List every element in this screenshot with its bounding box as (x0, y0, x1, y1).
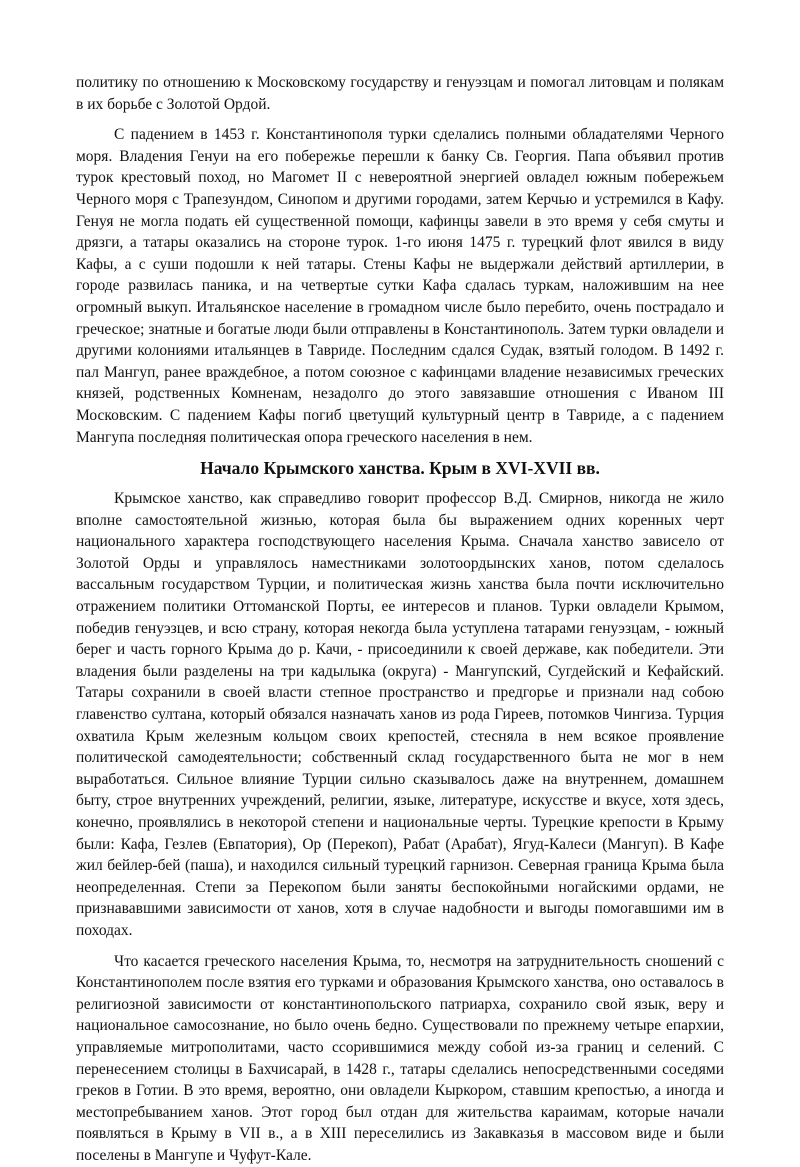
paragraph-crimean-khanate: Крымское ханство, как справедливо говорит профессор В.Д. Смирнов, никогда не жило вполне самостоятельной жизнью, которая была бы выражением одних коренных черт национального характера господствующего населения Крыма. Сначала ханство зависело от Золотой Орды и управлялось наместниками золотоордынских ханов, потом сделалось вассальным государством Турции, и политическая жизнь ханства была почти исключительно отражением политики Оттоманской Порты, ее интересов и планов. Турки овладели Крымом, победив генуэзцев, и всю страну, которая некогда была уступлена татарами генуэзцам, - южный берег и часть горного Крыма до р. Качи, - присоединили к своей державе, как победители. Эти владения были разделены на три кадылыка (округа) - Мангупский, Сугдейский и Кефайский. Татары сохранили в своей власти степное пространство и предгорье и признали над собою главенство султана, который обязался назначать ханов из рода Гиреев, потомков Чингиза. Турция охватила Крым железным кольцом своих крепостей, стесняла в нем всякое проявление политической самодеятельности; собственный склад государственного быта не мог в нем выработаться. Сильное влияние Турции сильно сказывалось даже на внутреннем, домашнем быту, строе внутренних учреждений, религии, языке, литературе, искусстве и вкусе, хотя здесь, конечно, проявлялись в некоторой степени и национальные черты. Турецкие крепости в Крыму были: Кафа, Гезлев (Евпатория), Ор (Перекоп), Рабат (Арабат), Ягуд-Калеси (Мангуп). В Кафе жил бейлер-бей (паша), и находился сильный турецкий гарнизон. Северная граница Крыма была неопределенная. Степи за Перекопом были заняты беспокойными ногайскими ордами, не признававшими зависимости от ханов, хотя в случае надобности и выгоды помогавшими им в походах. (76, 490, 724, 939)
paragraph-continuation: политику по отношению к Московскому государству и генуэзцам и помогал литовцам и полякам в их борьбе с Золотой Ордой. (76, 74, 724, 113)
section-heading: Начало Крымского ханства. Крым в XVI-XVII вв. (200, 458, 600, 479)
paragraph-fall-of-constantinople: С падением в 1453 г. Константинополя турки сделались полными обладателями Черного моря. Владения Генуи на его побережье перешли к банку Св. Георгия. Папа объявил против турок крестовый поход, но Магомет II с невероятной энергией овладел южным побережьем Черного моря с Трапезундом, Синопом и другими городами, затем Керчью и устремился в Кафу. Генуя не могла подать ей существенной помощи, кафинцы завели в это время у себя смуты и дрязги, а татары оказались на стороне турок. 1-го июня 1475 г. турецкий флот явился в виду Кафы, а с суши подошли к ней татары. Стены Кафы не выдержали действий артиллерии, в городе развилась паника, и на четвертые сутки Кафа сдалась туркам, наложившим на нее огромный выкуп. Итальянское население в громадном числе было перебито, очень пострадало и греческое; знатные и богатые люди были отправлены в Константинополь. Затем турки овладели и другими колониями итальянцев в Тавриде. Последним сдался Судак, взятый голодом. В 1492 г. пал Мангуп, ранее враждебное, а потом союзное с кафинцами владение независимых греческих князей, родственных Комненам, незадолго до этого завязавшие отношения с Иваном III Московским. С падением Кафы погиб цветущий культурный центр в Тавриде, а с падением Мангупа последняя политическая опора греческого населения в нем. (76, 126, 724, 446)
paragraph-greek-population: Что касается греческого населения Крыма, то, несмотря на затруднительность сношений с Константинополем после взятия его турками и образования Крымского ханства, оно оставалось в религиозной зависимости от константинопольского патриарха, сохранило свой язык, веру и национальное самосознание, но было очень бедно. Существовали по прежнему четыре епархии, управляемые митрополитами, часто ссорившимися между собой из-за границ и селений. С перенесением столицы в Бахчисарай, в 1428 г., татары сделались непосредственными соседями греков в Готии. В это время, вероятно, они овладели Кыркором, ставшим крепостью, а иногда и местопребыванием ханов. Этот город был отдан для жительства караимам, которые начали появляться в Крыму в VII в., а в XIII переселились из Закавказья в массовом виде и были поселены в Мангупе и Чуфут-Кале. (76, 952, 724, 1164)
